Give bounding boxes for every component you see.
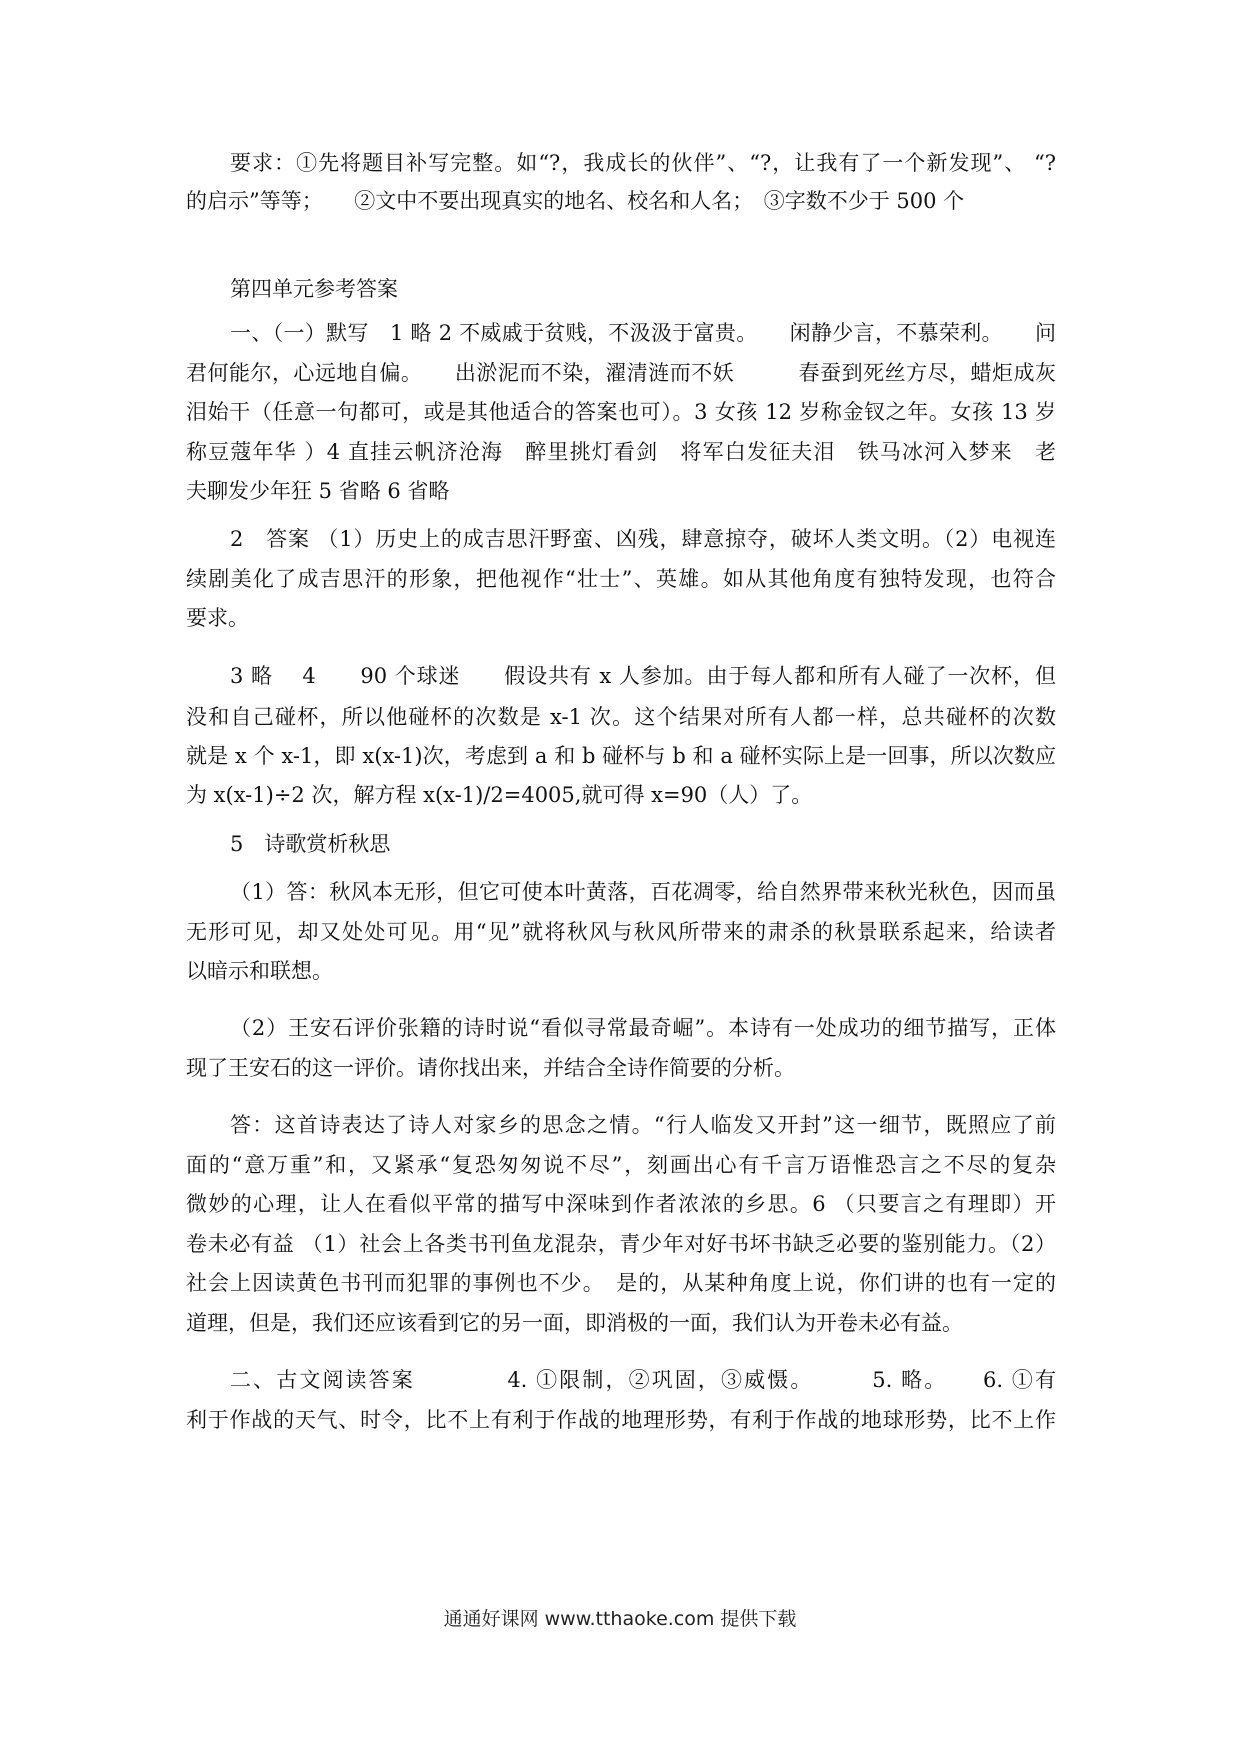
text-line: 2 答案 （1）历史上的成吉思汗野蛮、凶残，肆意掠夺，破坏人类文明。（2）电视连 bbox=[230, 527, 1056, 551]
text-line: 利于作战的天气、时令，比不上有利于作战的地理形势，有利于作战的地球形势，比不上作 bbox=[186, 1408, 1056, 1432]
text-line: 一、（一）默写 1 略 2 不威戚于贫贱，不汲汲于富贵。 闲静少言，不慕荣利。 问 bbox=[230, 321, 1056, 345]
text-line: 为 x(x-1)÷2 次，解方程 x(x-1)/2=4005,就可得 x=90（人）了。 bbox=[186, 783, 813, 807]
text-line: 就是 x 个 x-1，即 x(x-1)次，考虑到 a 和 b 碰杯与 b 和 a 碰杯实际上是一回事，所以次数应 bbox=[186, 744, 1056, 768]
text-line: 续剧美化了成吉思汗的形象，把他视作“壮士”、英雄。如从其他角度有独特发现，也符合 bbox=[186, 567, 1056, 591]
text-line: 面的“意万重”和，又紧承“复恐匆匆说不尽”，刻画出心有千言万语惟恐言之不尽的复杂 bbox=[186, 1153, 1056, 1177]
text-line: 泪始干（任意一句都可，或是其他适合的答案也可）。3 女孩 12 岁称金钗之年。女孩 13 岁 bbox=[186, 400, 1056, 424]
page-footer: 通通好课网 www.tthaoke.com 提供下载 bbox=[443, 1608, 797, 1630]
text-line: 社会上因读黄色书刊而犯罪的事例也不少。 是的，从某种角度上说，你们讲的也有一定的 bbox=[186, 1271, 1056, 1295]
text-line: 无形可见，却又处处可见。用“见”就将秋风与秋风所带来的肃杀的秋景联系起来，给读者 bbox=[186, 920, 1056, 944]
section-title: 5 诗歌赏析秋思 bbox=[230, 832, 391, 856]
text-line: 3 略 4 90 个球迷 假设共有 x 人参加。由于每人都和所有人碰了一次杯，但 bbox=[230, 664, 1056, 688]
text-line: 微妙的心理，让人在看似平常的描写中深味到作者浓浓的乡思。6 （只要言之有理即）开 bbox=[186, 1192, 1056, 1216]
text-line: 的启示”等等； ②文中不要出现真实的地名、校名和人名； ③字数不少于 500 个 bbox=[186, 189, 965, 213]
text-line: 以暗示和联想。 bbox=[186, 959, 333, 983]
text-line: 称豆蔻年华 ）4 直挂云帆济沧海 醉里挑灯看剑 将军白发征夫泪 铁马冰河入梦来 老 bbox=[186, 440, 1056, 464]
text-line: 要求。 bbox=[186, 606, 249, 630]
section-title: 第四单元参考答案 bbox=[230, 277, 398, 301]
text-line: 没和自己碰杯，所以他碰杯的次数是 x-1 次。这个结果对所有人都一样，总共碰杯的次数 bbox=[186, 705, 1056, 729]
text-line: 现了王安石的这一评价。请你找出来，并结合全诗作简要的分析。 bbox=[186, 1056, 795, 1080]
text-line: 要求：①先将题目补写完整。如“?，我成长的伙伴”、“?，让我有了一个新发现”、 “? bbox=[230, 151, 1056, 175]
text-line: 君何能尔，心远地自偏。 出淤泥而不染，濯清涟而不妖 春蚕到死丝方尽，蜡炬成灰 bbox=[186, 361, 1056, 385]
text-line: 答：这首诗表达了诗人对家乡的思念之情。“行人临发又开封”这一细节，既照应了前 bbox=[230, 1113, 1056, 1137]
text-line: （2）王安石评价张籍的诗时说“看似寻常最奇崛”。本诗有一处成功的细节描写，正体 bbox=[230, 1016, 1056, 1040]
text-line: 夫聊发少年狂 5 省略 6 省略 bbox=[186, 479, 450, 503]
text-line: 道理，但是，我们还应该看到它的另一面，即消极的一面，我们认为开卷未必有益。 bbox=[186, 1311, 963, 1335]
text-line: （1）答：秋风本无形，但它可使本叶黄落，百花凋零，给自然界带来秋光秋色，因而虽 bbox=[230, 880, 1056, 904]
text-line: 卷未必有益 （1）社会上各类书刊鱼龙混杂，青少年对好书坏书缺乏必要的鉴别能力。（2） bbox=[186, 1232, 1056, 1256]
text-line: 二、古文阅读答案 4. ①限制，②巩固，③威慑。 5. 略。 6. ①有 bbox=[230, 1368, 1056, 1392]
